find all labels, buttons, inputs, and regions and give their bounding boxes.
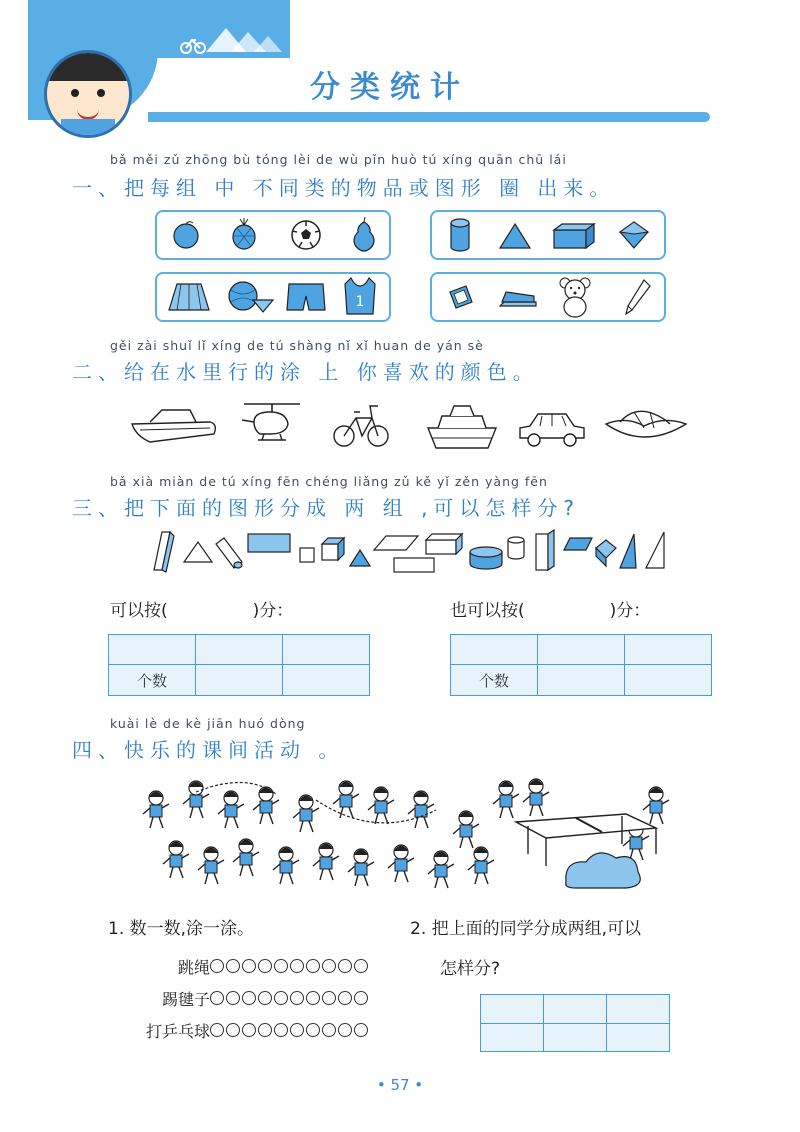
group-solid-shapes [430, 210, 666, 260]
pear-icon [349, 216, 379, 252]
child-figure [143, 791, 169, 828]
prism-shape-2 [536, 530, 554, 570]
child-figure [333, 781, 359, 818]
tally-row [130, 982, 390, 1014]
tally-circle[interactable] [258, 991, 272, 1005]
group-stationery [430, 272, 666, 322]
tally-circle[interactable] [274, 991, 288, 1005]
tally-circle[interactable] [306, 959, 320, 973]
tally-circle[interactable] [258, 959, 272, 973]
count-label: 个数 [451, 665, 538, 696]
orange-icon [169, 220, 203, 250]
tally-row-label: 跳绳 [177, 957, 210, 977]
pencil-icon [624, 278, 652, 316]
section3-prompt-left: 可以按( )分： [110, 601, 294, 621]
tally-circle[interactable] [322, 959, 336, 973]
section2-question: 二、给在水里行的涂 上 你喜欢的颜色。 [72, 360, 539, 384]
tally-circle[interactable] [338, 991, 352, 1005]
tally-circle[interactable] [242, 991, 256, 1005]
tally-row [130, 950, 390, 982]
mountain-bike-icon [176, 22, 286, 54]
table-cell[interactable] [196, 635, 283, 665]
cylinder-icon [448, 218, 472, 252]
tally-row-label: 踢毽子 [161, 989, 210, 1009]
rowboat-icon [604, 402, 688, 450]
triangle-outline-1 [184, 542, 212, 562]
cylinder-shape-3 [508, 537, 524, 559]
square-outline-1 [300, 548, 314, 562]
teddy-bear-icon [556, 276, 594, 318]
table-cell[interactable] [544, 1023, 607, 1052]
pineapple-icon [227, 218, 261, 250]
section2-pinyin: gěi zài shuǐ lǐ xíng de tú shàng nǐ xǐ huan de yán sè [110, 338, 484, 353]
cylinder-shape-1 [216, 538, 242, 568]
tally-row-label: 打乒乓球 [145, 1021, 210, 1041]
group-clothes [155, 272, 391, 322]
child-figure [523, 779, 549, 816]
triangle-icon [498, 222, 532, 250]
stapler-icon [498, 286, 538, 310]
mixed-shapes-row [150, 528, 670, 576]
section4-pinyin: kuài lè de kè jiān huó dòng [110, 716, 306, 731]
skirt-icon [167, 280, 211, 314]
shorts-icon [285, 280, 327, 314]
section3-pinyin: bǎ xià miàn de tú xíng fēn chéng liǎng zǔ kě yǐ zěn yàng fēn [110, 474, 548, 489]
task2-label-line2: 怎样分? [440, 959, 501, 979]
tally-circle[interactable] [354, 1023, 368, 1037]
table-cell[interactable] [538, 635, 625, 665]
table-cell[interactable] [607, 1023, 670, 1052]
child-figure [163, 841, 189, 878]
tally-circle[interactable] [226, 991, 240, 1005]
rectangle-filled-1 [248, 534, 290, 552]
tally-circle[interactable] [354, 991, 368, 1005]
table-cell[interactable] [607, 995, 670, 1024]
triangle-filled-2 [620, 534, 636, 568]
task2-label-line1: 2. 把上面的同学分成两组,可以 [410, 919, 642, 939]
bush [566, 853, 641, 888]
child-figure [253, 787, 279, 824]
tally-row [130, 1014, 390, 1046]
table-cell[interactable] [283, 635, 370, 665]
tally-rows [130, 950, 390, 1046]
child-figure [183, 781, 209, 818]
car-icon [516, 406, 588, 450]
boy-avatar-icon [44, 50, 132, 138]
section3-table-right [450, 634, 712, 696]
tally-circle[interactable] [322, 1023, 336, 1037]
child-figure [453, 811, 479, 848]
child-figure [233, 839, 259, 876]
prism-shape-1 [154, 532, 174, 572]
table-cell[interactable] [625, 635, 712, 665]
child-figure [313, 843, 339, 880]
table-cell[interactable] [481, 1023, 544, 1052]
section3-prompt-right: 也可以按( )分： [450, 601, 651, 621]
child-figure [408, 791, 434, 828]
cylinder-shape-2 [470, 547, 502, 569]
child-figure [428, 851, 454, 888]
tally-circle[interactable] [322, 991, 336, 1005]
cube-icon [618, 220, 650, 250]
table-cell[interactable] [283, 665, 370, 696]
tally-circle[interactable] [242, 1023, 256, 1037]
table-cell[interactable] [196, 665, 283, 696]
count-label: 个数 [109, 665, 196, 696]
triangle-outline-2 [646, 532, 664, 568]
cube-shape-1 [322, 538, 344, 560]
task2-table [480, 994, 670, 1052]
tally-circles[interactable] [210, 991, 368, 1005]
recess-activities-illustration [136, 770, 696, 900]
child-figure [468, 847, 494, 884]
soccer-ball-icon [289, 218, 323, 252]
tally-circle[interactable] [242, 959, 256, 973]
tally-circle[interactable] [210, 991, 224, 1005]
parallelogram-outline-1 [374, 536, 418, 550]
tally-circle[interactable] [226, 1023, 240, 1037]
tally-circle[interactable] [210, 1023, 224, 1037]
page-number: • 57 • [376, 1076, 424, 1094]
section4-question: 四、快乐的课间活动 。 [72, 738, 345, 762]
child-figure [368, 787, 394, 824]
child-figure [273, 847, 299, 884]
tally-circle[interactable] [290, 991, 304, 1005]
vest-number: 1 [355, 294, 365, 310]
section3-table-left [108, 634, 370, 696]
tally-circle[interactable] [354, 959, 368, 973]
tally-circles[interactable] [210, 959, 368, 973]
task1-label: 1. 数一数,涂一涂。 [108, 919, 255, 939]
child-figure [293, 795, 319, 832]
child-figure [218, 791, 244, 828]
child-figure [643, 787, 669, 824]
child-figure [388, 845, 414, 882]
rectangle-outline-1 [394, 558, 434, 572]
child-figure [198, 847, 224, 884]
tally-circle[interactable] [338, 1023, 352, 1037]
tally-circle[interactable] [226, 959, 240, 973]
section1-pinyin: bǎ měi zǔ zhōng bù tóng lèi de wù pǐn huò tú xíng quān chū lái [110, 152, 567, 167]
ship-icon [424, 398, 500, 452]
section1-question: 一、把每组 中 不同类的物品或图形 圈 出来。 [72, 176, 616, 200]
table-cell[interactable] [109, 635, 196, 665]
section3-question: 三、把下面的图形分成 两 组 ,可以怎样分? [72, 496, 581, 520]
vest-icon [343, 276, 377, 316]
child-figure [493, 781, 519, 818]
tally-circle[interactable] [210, 959, 224, 973]
table-cell[interactable] [538, 665, 625, 696]
tally-circle[interactable] [338, 959, 352, 973]
triangle-filled-1 [350, 550, 370, 566]
cuboid-icon [552, 222, 596, 250]
tally-circle[interactable] [274, 959, 288, 973]
tally-circle[interactable] [290, 1023, 304, 1037]
table-cell[interactable] [481, 995, 544, 1024]
watermelon-icon [225, 278, 275, 314]
parallelogram-filled-1 [564, 538, 592, 550]
helicopter-icon [240, 398, 304, 450]
tally-circle[interactable] [274, 1023, 288, 1037]
tally-circle[interactable] [258, 1023, 272, 1037]
table-cell[interactable] [625, 665, 712, 696]
tally-circles[interactable] [210, 1023, 368, 1037]
table-cell[interactable] [544, 995, 607, 1024]
tally-circle[interactable] [306, 991, 320, 1005]
speedboat-icon [130, 400, 220, 448]
bicycle-icon [332, 398, 390, 450]
tally-circle[interactable] [290, 959, 304, 973]
cuboid-shape-1 [426, 534, 462, 554]
header-underline [148, 112, 710, 122]
group-fruits-ball [155, 210, 391, 260]
tally-circle[interactable] [306, 1023, 320, 1037]
table-cell[interactable] [451, 635, 538, 665]
eraser-icon [446, 282, 476, 312]
child-figure [348, 849, 374, 886]
page-title: 分类统计 [310, 70, 470, 105]
cube-shape-2 [596, 540, 616, 566]
